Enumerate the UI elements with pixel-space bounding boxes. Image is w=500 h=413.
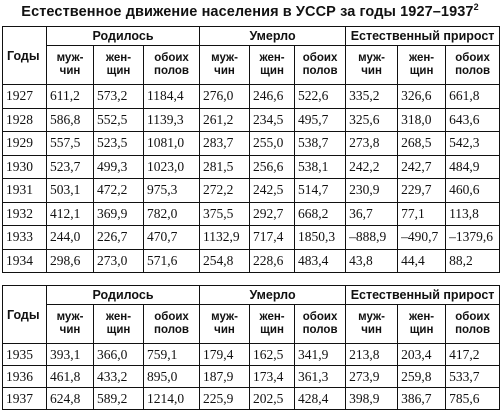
male-header: муж- чин [47,46,94,85]
value-cell: 412,1 [47,202,94,226]
value-cell: 255,0 [250,132,295,156]
value-cell: 228,6 [250,249,295,273]
value-cell: 557,5 [47,132,94,156]
value-cell: 179,4 [200,344,250,366]
value-cell: 230,9 [346,179,398,203]
value-cell: 203,4 [398,344,446,366]
value-cell: 661,8 [446,85,500,109]
value-cell: 472,2 [94,179,144,203]
years-header: Годы [3,286,47,344]
population-table-1927-1934 [2,26,500,273]
male-header: муж- чин [200,46,250,85]
year-cell: 1928 [3,108,47,132]
value-cell: 1184,4 [144,85,200,109]
born-header: Родилось [47,286,200,305]
value-cell: 242,7 [398,155,446,179]
born-header: Родилось [47,27,200,46]
male-header: муж- чин [47,305,94,344]
population-table-1935-1937 [2,285,500,410]
value-cell: 586,8 [47,108,94,132]
value-cell: –490,7 [398,226,446,250]
table-body [3,344,500,410]
both-header: обоих полов [295,46,346,85]
value-cell: 187,9 [200,366,250,388]
value-cell: 571,6 [144,249,200,273]
table-row [3,179,500,203]
year-cell: 1934 [3,249,47,273]
female-header: жен- щин [250,305,295,344]
value-cell: 538,7 [295,132,346,156]
value-cell: 36,7 [346,202,398,226]
value-cell: 428,4 [295,388,346,410]
both-header: обоих полов [446,305,500,344]
value-cell: 611,2 [47,85,94,109]
growth-header: Естественный прирост [346,27,500,46]
value-cell: 113,8 [446,202,500,226]
table-row [3,388,500,410]
value-cell: 283,7 [200,132,250,156]
footnote-marker: 2 [473,2,479,12]
table-row [3,344,500,366]
table-row [3,249,500,273]
value-cell: 495,7 [295,108,346,132]
value-cell: 785,6 [446,388,500,410]
value-cell: 246,6 [250,85,295,109]
value-cell: –888,9 [346,226,398,250]
year-cell: 1927 [3,85,47,109]
female-header: жен- щин [250,46,295,85]
value-cell: 242,5 [250,179,295,203]
value-cell: 461,8 [47,366,94,388]
value-cell: 298,6 [47,249,94,273]
table-row [3,202,500,226]
value-cell: 244,0 [47,226,94,250]
value-cell: 552,5 [94,108,144,132]
value-cell: 483,4 [295,249,346,273]
value-cell: 523,5 [94,132,144,156]
value-cell: 213,8 [346,344,398,366]
value-cell: 975,3 [144,179,200,203]
died-header: Умерло [200,286,346,305]
value-cell: 533,7 [446,366,500,388]
value-cell: 895,0 [144,366,200,388]
female-header: жен- щин [398,46,446,85]
year-cell: 1933 [3,226,47,250]
value-cell: 1850,3 [295,226,346,250]
female-header: жен- щин [94,46,144,85]
value-cell: 272,2 [200,179,250,203]
value-cell: 1081,0 [144,132,200,156]
value-cell: 417,2 [446,344,500,366]
value-cell: 369,9 [94,202,144,226]
value-cell: 503,1 [47,179,94,203]
value-cell: 276,0 [200,85,250,109]
value-cell: 393,1 [47,344,94,366]
years-header: Годы [3,27,47,85]
value-cell: 514,7 [295,179,346,203]
both-header: обоих полов [144,46,200,85]
year-cell: 1929 [3,132,47,156]
table-row [3,132,500,156]
value-cell: 202,5 [250,388,295,410]
male-header: муж- чин [346,46,398,85]
value-cell: 433,2 [94,366,144,388]
value-cell: 1139,3 [144,108,200,132]
value-cell: 386,7 [398,388,446,410]
value-cell: 43,8 [346,249,398,273]
value-cell: 268,5 [398,132,446,156]
value-cell: 292,7 [250,202,295,226]
value-cell: 326,6 [398,85,446,109]
year-cell: 1936 [3,366,47,388]
value-cell: 782,0 [144,202,200,226]
male-header: муж- чин [200,305,250,344]
value-cell: 1023,0 [144,155,200,179]
value-cell: 538,1 [295,155,346,179]
value-cell: 273,8 [346,132,398,156]
value-cell: 470,7 [144,226,200,250]
growth-header: Естественный прирост [346,286,500,305]
value-cell: 460,6 [446,179,500,203]
value-cell: 173,4 [250,366,295,388]
died-header: Умерло [200,27,346,46]
value-cell: 361,3 [295,366,346,388]
table-row [3,85,500,109]
value-cell: 643,6 [446,108,500,132]
value-cell: 717,4 [250,226,295,250]
value-cell: 261,2 [200,108,250,132]
table-body [3,85,500,273]
year-cell: 1935 [3,344,47,366]
value-cell: 668,2 [295,202,346,226]
value-cell: 273,9 [346,366,398,388]
value-cell: 375,5 [200,202,250,226]
value-cell: 281,5 [200,155,250,179]
both-header: обоих полов [144,305,200,344]
value-cell: 759,1 [144,344,200,366]
table-row [3,366,500,388]
value-cell: 77,1 [398,202,446,226]
value-cell: 542,3 [446,132,500,156]
value-cell: 234,5 [250,108,295,132]
value-cell: 522,6 [295,85,346,109]
value-cell: 589,2 [94,388,144,410]
value-cell: 1214,0 [144,388,200,410]
both-header: обоих полов [295,305,346,344]
value-cell: 624,8 [47,388,94,410]
table-row [3,226,500,250]
value-cell: –1379,6 [446,226,500,250]
value-cell: 573,2 [94,85,144,109]
both-header: обоих полов [446,46,500,85]
value-cell: 254,8 [200,249,250,273]
value-cell: 1132,9 [200,226,250,250]
value-cell: 366,0 [94,344,144,366]
value-cell: 335,2 [346,85,398,109]
value-cell: 484,9 [446,155,500,179]
year-cell: 1937 [3,388,47,410]
value-cell: 226,7 [94,226,144,250]
value-cell: 273,0 [94,249,144,273]
value-cell: 523,7 [47,155,94,179]
value-cell: 499,3 [94,155,144,179]
value-cell: 341,9 [295,344,346,366]
year-cell: 1931 [3,179,47,203]
table-row [3,108,500,132]
value-cell: 318,0 [398,108,446,132]
value-cell: 88,2 [446,249,500,273]
table-row [3,155,500,179]
value-cell: 325,6 [346,108,398,132]
value-cell: 242,2 [346,155,398,179]
value-cell: 44,4 [398,249,446,273]
female-header: жен- щин [94,305,144,344]
value-cell: 229,7 [398,179,446,203]
value-cell: 256,6 [250,155,295,179]
value-cell: 225,9 [200,388,250,410]
female-header: жен- щин [398,305,446,344]
table-title: Естественное движение населения в УССР за годы 1927–1937$^2$ [21,2,479,20]
value-cell: 259,8 [398,366,446,388]
value-cell: 162,5 [250,344,295,366]
year-cell: 1932 [3,202,47,226]
year-cell: 1930 [3,155,47,179]
value-cell: 398,9 [346,388,398,410]
male-header: муж- чин [346,305,398,344]
